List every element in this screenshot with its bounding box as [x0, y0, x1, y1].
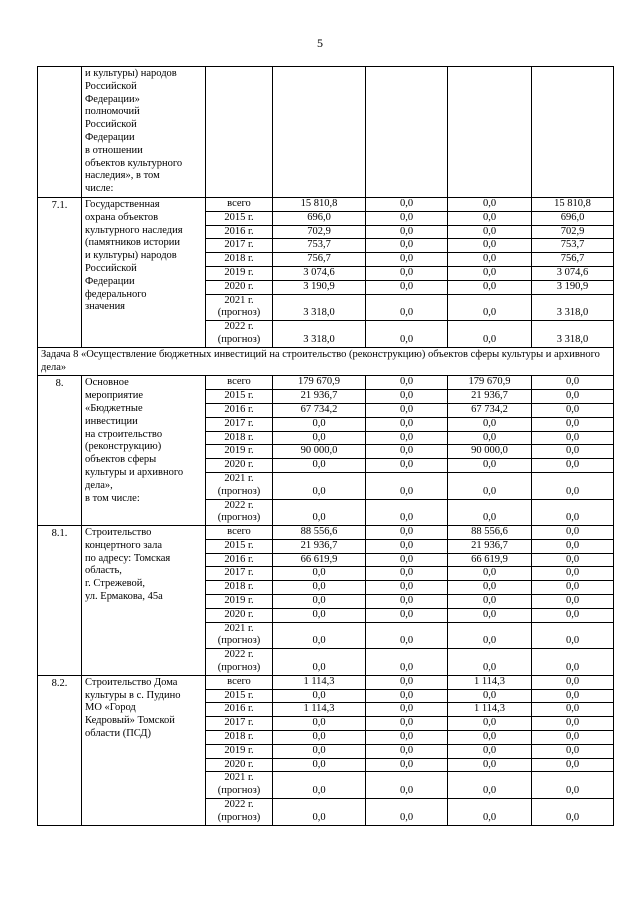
year-cell — [206, 376, 273, 390]
budget-table-body — [38, 67, 614, 826]
value-cell: 0,0 — [273, 731, 366, 745]
item-description — [82, 376, 206, 526]
description-line: в том числе: — [85, 492, 140, 504]
value-cell: 0,0 — [532, 581, 614, 595]
year-label: 2022 г. — [224, 321, 254, 333]
description-line: значения — [85, 301, 126, 313]
value-cell: 0,0 — [366, 280, 448, 294]
value-cell: 0,0 — [273, 417, 366, 431]
value-cell: 696,0 — [532, 211, 614, 225]
value-cell: 0,0 — [366, 239, 448, 253]
value-cell: 0,0 — [532, 608, 614, 622]
value-cell: 0,0 — [532, 376, 614, 390]
value-cell: 0,0 — [366, 649, 448, 676]
year-label: 2022 г. — [224, 799, 254, 811]
value-cell: 1 114,3 — [448, 703, 532, 717]
value-cell: 0,0 — [532, 689, 614, 703]
value-cell: 0,0 — [448, 622, 532, 649]
value-cell: 0,0 — [366, 758, 448, 772]
value-cell: 3 190,9 — [273, 280, 366, 294]
year-label: 2016 г. — [224, 553, 254, 565]
value-cell: 0,0 — [366, 731, 448, 745]
value-cell: 0,0 — [366, 321, 448, 348]
year-cell — [206, 321, 273, 348]
value-cell: 179 670,9 — [273, 376, 366, 390]
description-line: г. Стрежевой, — [85, 578, 146, 590]
value-cell: 0,0 — [366, 499, 448, 526]
description-line: МО «Город — [85, 702, 136, 714]
description-line: полномочий — [85, 106, 140, 118]
item-number: 8.1. — [38, 526, 82, 676]
description-line: Российской — [85, 80, 137, 92]
year-cell — [206, 417, 273, 431]
year-cell — [206, 266, 273, 280]
value-cell: 0,0 — [366, 459, 448, 473]
description-line: объектов сферы — [85, 454, 157, 466]
value-cell: 0,0 — [532, 567, 614, 581]
description-line: область, — [85, 565, 122, 577]
description-line: Кедровый» Томской — [85, 715, 175, 727]
description-line: дела», — [85, 479, 113, 491]
value-cell: 0,0 — [448, 772, 532, 799]
value-cell: 753,7 — [273, 239, 366, 253]
value-cell: 0,0 — [532, 526, 614, 540]
description-line: Российской — [85, 119, 137, 131]
year-cell — [206, 197, 273, 211]
value-cell: 0,0 — [532, 445, 614, 459]
value-cell: 0,0 — [532, 744, 614, 758]
year-cell — [206, 459, 273, 473]
year-label: всего — [227, 526, 251, 538]
year-cell — [206, 649, 273, 676]
value-cell: 0,0 — [273, 499, 366, 526]
value-cell: 0,0 — [366, 294, 448, 321]
year-cell — [206, 211, 273, 225]
year-label: 2015 г. — [224, 390, 254, 402]
value-cell: 0,0 — [448, 608, 532, 622]
year-label: (прогноз) — [217, 662, 261, 674]
value-cell: 15 810,8 — [532, 197, 614, 211]
value-cell: 0,0 — [448, 799, 532, 826]
table-row — [38, 526, 614, 540]
item-number: 8. — [38, 376, 82, 526]
value-cell: 0,0 — [366, 403, 448, 417]
year-label: 2018 г. — [224, 253, 254, 265]
description-line: Государственная — [85, 198, 160, 210]
description-line: Федерации — [85, 275, 135, 287]
value-cell: 0,0 — [273, 459, 366, 473]
value-cell: 0,0 — [532, 772, 614, 799]
year-cell — [206, 567, 273, 581]
year-label: 2021 г. — [224, 294, 254, 306]
year-label: 2019 г. — [224, 744, 254, 756]
value-cell: 0,0 — [532, 717, 614, 731]
description-line: Строительство — [85, 527, 152, 539]
year-cell — [206, 595, 273, 609]
year-label: (прогноз) — [217, 635, 261, 647]
value-cell: 0,0 — [366, 567, 448, 581]
budget-table — [37, 66, 614, 826]
year-label: 2020 г. — [224, 608, 254, 620]
value-cell: 702,9 — [532, 225, 614, 239]
empty-cell — [206, 67, 273, 198]
value-cell: 0,0 — [366, 417, 448, 431]
value-cell: 0,0 — [366, 539, 448, 553]
description-line: на строительство — [85, 428, 163, 440]
value-cell: 0,0 — [532, 459, 614, 473]
value-cell: 0,0 — [273, 431, 366, 445]
empty-cell — [532, 67, 614, 198]
value-cell: 90 000,0 — [448, 445, 532, 459]
value-cell: 0,0 — [448, 294, 532, 321]
year-cell — [206, 581, 273, 595]
year-label: 2017 г. — [224, 239, 254, 251]
value-cell: 0,0 — [448, 717, 532, 731]
value-cell: 0,0 — [448, 499, 532, 526]
value-cell: 0,0 — [448, 758, 532, 772]
value-cell: 0,0 — [366, 689, 448, 703]
value-cell: 0,0 — [366, 799, 448, 826]
value-cell: 0,0 — [366, 211, 448, 225]
value-cell: 0,0 — [366, 553, 448, 567]
year-cell — [206, 717, 273, 731]
description-line: в отношении — [85, 144, 143, 156]
table-row — [38, 197, 614, 211]
value-cell: 3 318,0 — [532, 321, 614, 348]
description-line: (памятников истории — [85, 237, 180, 249]
year-label: 2016 г. — [224, 403, 254, 415]
description-line: инвестиции — [85, 415, 138, 427]
year-cell — [206, 403, 273, 417]
description-line: концертного зала — [85, 539, 163, 551]
value-cell: 753,7 — [532, 239, 614, 253]
value-cell: 0,0 — [366, 717, 448, 731]
value-cell: 0,0 — [273, 608, 366, 622]
year-label: 2020 г. — [224, 758, 254, 770]
year-label: 2015 г. — [224, 211, 254, 223]
description-line: области (ПСД) — [85, 728, 151, 740]
description-line: федерального — [85, 288, 147, 300]
year-cell — [206, 431, 273, 445]
value-cell: 0,0 — [273, 595, 366, 609]
value-cell: 0,0 — [366, 595, 448, 609]
year-cell — [206, 799, 273, 826]
year-label: 2021 г. — [224, 772, 254, 784]
value-cell: 0,0 — [366, 703, 448, 717]
value-cell: 0,0 — [448, 280, 532, 294]
value-cell: 0,0 — [532, 703, 614, 717]
year-cell — [206, 526, 273, 540]
value-cell: 1 114,3 — [273, 703, 366, 717]
value-cell: 15 810,8 — [273, 197, 366, 211]
value-cell: 0,0 — [448, 459, 532, 473]
value-cell: 179 670,9 — [448, 376, 532, 390]
description-line: по адресу: Томская — [85, 552, 171, 564]
year-cell — [206, 539, 273, 553]
year-label: 2018 г. — [224, 731, 254, 743]
value-cell: 0,0 — [273, 622, 366, 649]
value-cell: 0,0 — [448, 581, 532, 595]
item-number: 7.1. — [38, 197, 82, 347]
year-cell — [206, 280, 273, 294]
empty-cell — [366, 67, 448, 198]
value-cell: 0,0 — [532, 595, 614, 609]
description-line: Российской — [85, 262, 137, 274]
year-cell — [206, 675, 273, 689]
value-cell: 0,0 — [448, 239, 532, 253]
value-cell: 0,0 — [448, 321, 532, 348]
year-label: 2021 г. — [224, 472, 254, 484]
value-cell: 756,7 — [532, 253, 614, 267]
value-cell: 0,0 — [273, 744, 366, 758]
year-label: 2016 г. — [224, 703, 254, 715]
value-cell: 0,0 — [366, 772, 448, 799]
description-line: и культуры) народов — [85, 68, 177, 79]
value-cell: 0,0 — [366, 526, 448, 540]
year-cell — [206, 703, 273, 717]
value-cell: 1 114,3 — [448, 675, 532, 689]
empty-cell — [448, 67, 532, 198]
value-cell: 1 114,3 — [273, 675, 366, 689]
year-label: всего — [227, 376, 251, 388]
value-cell: 0,0 — [532, 799, 614, 826]
value-cell: 0,0 — [366, 744, 448, 758]
continuation-row — [38, 67, 614, 198]
year-label: 2022 г. — [224, 649, 254, 661]
year-label: (прогноз) — [217, 485, 261, 497]
value-cell: 756,7 — [273, 253, 366, 267]
value-cell: 0,0 — [448, 649, 532, 676]
year-label: 2020 г. — [224, 280, 254, 292]
value-cell: 0,0 — [532, 553, 614, 567]
description-line: «Бюджетные — [85, 402, 143, 414]
year-cell — [206, 239, 273, 253]
year-label: 2018 г. — [224, 581, 254, 593]
value-cell: 0,0 — [273, 472, 366, 499]
value-cell: 0,0 — [532, 675, 614, 689]
year-label: всего — [227, 197, 251, 209]
value-cell: 0,0 — [532, 403, 614, 417]
value-cell: 0,0 — [448, 253, 532, 267]
value-cell: 0,0 — [366, 390, 448, 404]
year-label: (прогноз) — [217, 785, 261, 797]
value-cell: 0,0 — [532, 539, 614, 553]
value-cell: 21 936,7 — [273, 390, 366, 404]
year-cell — [206, 472, 273, 499]
value-cell: 67 734,2 — [448, 403, 532, 417]
value-cell: 0,0 — [273, 649, 366, 676]
description-line: наследия», в том — [85, 170, 160, 182]
item-description — [82, 197, 206, 347]
value-cell: 0,0 — [448, 266, 532, 280]
year-cell — [206, 772, 273, 799]
value-cell: 3 074,6 — [273, 266, 366, 280]
value-cell: 66 619,9 — [273, 553, 366, 567]
year-label: 2017 г. — [224, 417, 254, 429]
value-cell: 0,0 — [366, 472, 448, 499]
value-cell: 3 318,0 — [532, 294, 614, 321]
year-label: 2016 г. — [224, 225, 254, 237]
description-line: Строительство Дома — [85, 676, 178, 688]
year-label: (прогноз) — [217, 307, 261, 319]
value-cell: 696,0 — [273, 211, 366, 225]
value-cell: 0,0 — [448, 417, 532, 431]
description-line: Федерации — [85, 131, 135, 143]
value-cell: 0,0 — [366, 581, 448, 595]
value-cell: 0,0 — [448, 431, 532, 445]
item-description — [82, 675, 206, 825]
year-cell — [206, 553, 273, 567]
value-cell: 3 074,6 — [532, 266, 614, 280]
value-cell: 21 936,7 — [273, 539, 366, 553]
description-line: (реконструкцию) — [85, 441, 162, 453]
value-cell: 0,0 — [366, 431, 448, 445]
value-cell: 0,0 — [532, 499, 614, 526]
table-row — [38, 675, 614, 689]
year-label: 2020 г. — [224, 459, 254, 471]
value-cell: 0,0 — [366, 608, 448, 622]
year-label: 2017 г. — [224, 567, 254, 579]
value-cell: 88 556,6 — [273, 526, 366, 540]
description-line: объектов культурного — [85, 157, 183, 169]
value-cell: 66 619,9 — [448, 553, 532, 567]
value-cell: 0,0 — [273, 567, 366, 581]
value-cell: 3 318,0 — [273, 294, 366, 321]
value-cell: 0,0 — [532, 758, 614, 772]
value-cell: 0,0 — [366, 445, 448, 459]
task-title: Задача 8 «Осуществление бюджетных инвестиций на строительство (реконструкцию) объектов сферы культуры и архивного дела» — [38, 347, 614, 376]
value-cell: 0,0 — [366, 253, 448, 267]
page-number: 5 — [317, 36, 323, 50]
value-cell: 0,0 — [366, 197, 448, 211]
value-cell: 3 190,9 — [532, 280, 614, 294]
value-cell: 0,0 — [366, 266, 448, 280]
year-label: (прогноз) — [217, 512, 261, 524]
value-cell: 0,0 — [532, 431, 614, 445]
task-row — [38, 347, 614, 376]
description-line: числе: — [85, 183, 114, 195]
year-cell — [206, 253, 273, 267]
value-cell: 0,0 — [448, 689, 532, 703]
value-cell: 0,0 — [448, 472, 532, 499]
value-cell: 0,0 — [273, 689, 366, 703]
year-cell — [206, 445, 273, 459]
item-number: 8.2. — [38, 675, 82, 825]
year-label: 2019 г. — [224, 266, 254, 278]
value-cell: 0,0 — [532, 649, 614, 676]
item-number-cell — [38, 67, 82, 198]
value-cell: 0,0 — [273, 717, 366, 731]
value-cell: 0,0 — [532, 731, 614, 745]
description-line: культурного наследия — [85, 224, 183, 236]
value-cell: 0,0 — [448, 595, 532, 609]
value-cell: 0,0 — [366, 675, 448, 689]
year-label: 2015 г. — [224, 689, 254, 701]
value-cell: 0,0 — [273, 758, 366, 772]
description-line: и культуры) народов — [85, 250, 177, 262]
empty-cell — [273, 67, 366, 198]
year-label: 2022 г. — [224, 499, 254, 511]
value-cell: 0,0 — [273, 772, 366, 799]
year-label: 2019 г. — [224, 595, 254, 607]
value-cell: 0,0 — [273, 799, 366, 826]
year-cell — [206, 225, 273, 239]
year-label: 2018 г. — [224, 431, 254, 443]
value-cell: 0,0 — [366, 622, 448, 649]
value-cell: 0,0 — [448, 567, 532, 581]
value-cell: 0,0 — [448, 225, 532, 239]
value-cell: 0,0 — [532, 417, 614, 431]
description-line: Федерации» — [85, 93, 140, 105]
description-line: охрана объектов — [85, 211, 159, 223]
value-cell: 88 556,6 — [448, 526, 532, 540]
value-cell: 0,0 — [448, 731, 532, 745]
year-cell — [206, 499, 273, 526]
value-cell: 0,0 — [366, 376, 448, 390]
value-cell: 702,9 — [273, 225, 366, 239]
year-label: 2019 г. — [224, 445, 254, 457]
year-cell — [206, 744, 273, 758]
value-cell: 3 318,0 — [273, 321, 366, 348]
value-cell: 21 936,7 — [448, 539, 532, 553]
year-cell — [206, 390, 273, 404]
value-cell: 0,0 — [532, 390, 614, 404]
year-label: всего — [227, 675, 251, 687]
year-label: (прогноз) — [217, 811, 261, 823]
item-description — [82, 526, 206, 676]
description-line: ул. Ермакова, 45а — [85, 591, 163, 603]
year-label: 2017 г. — [224, 717, 254, 729]
item-description — [82, 67, 206, 198]
description-line: культуры в с. Пудино — [85, 689, 181, 701]
value-cell: 21 936,7 — [448, 390, 532, 404]
value-cell: 67 734,2 — [273, 403, 366, 417]
value-cell: 0,0 — [448, 197, 532, 211]
value-cell: 0,0 — [532, 622, 614, 649]
value-cell: 0,0 — [448, 211, 532, 225]
value-cell: 0,0 — [448, 744, 532, 758]
year-label: (прогноз) — [217, 333, 261, 345]
value-cell: 0,0 — [366, 225, 448, 239]
year-cell — [206, 758, 273, 772]
year-label: 2021 г. — [224, 622, 254, 634]
year-cell — [206, 608, 273, 622]
year-cell — [206, 731, 273, 745]
value-cell: 90 000,0 — [273, 445, 366, 459]
description-line: мероприятие — [85, 390, 143, 402]
description-line: Основное — [85, 377, 129, 389]
table-row — [38, 376, 614, 390]
value-cell: 0,0 — [532, 472, 614, 499]
year-cell — [206, 294, 273, 321]
value-cell: 0,0 — [273, 581, 366, 595]
description-line: культуры и архивного — [85, 466, 184, 478]
year-cell — [206, 689, 273, 703]
year-label: 2015 г. — [224, 539, 254, 551]
year-cell — [206, 622, 273, 649]
